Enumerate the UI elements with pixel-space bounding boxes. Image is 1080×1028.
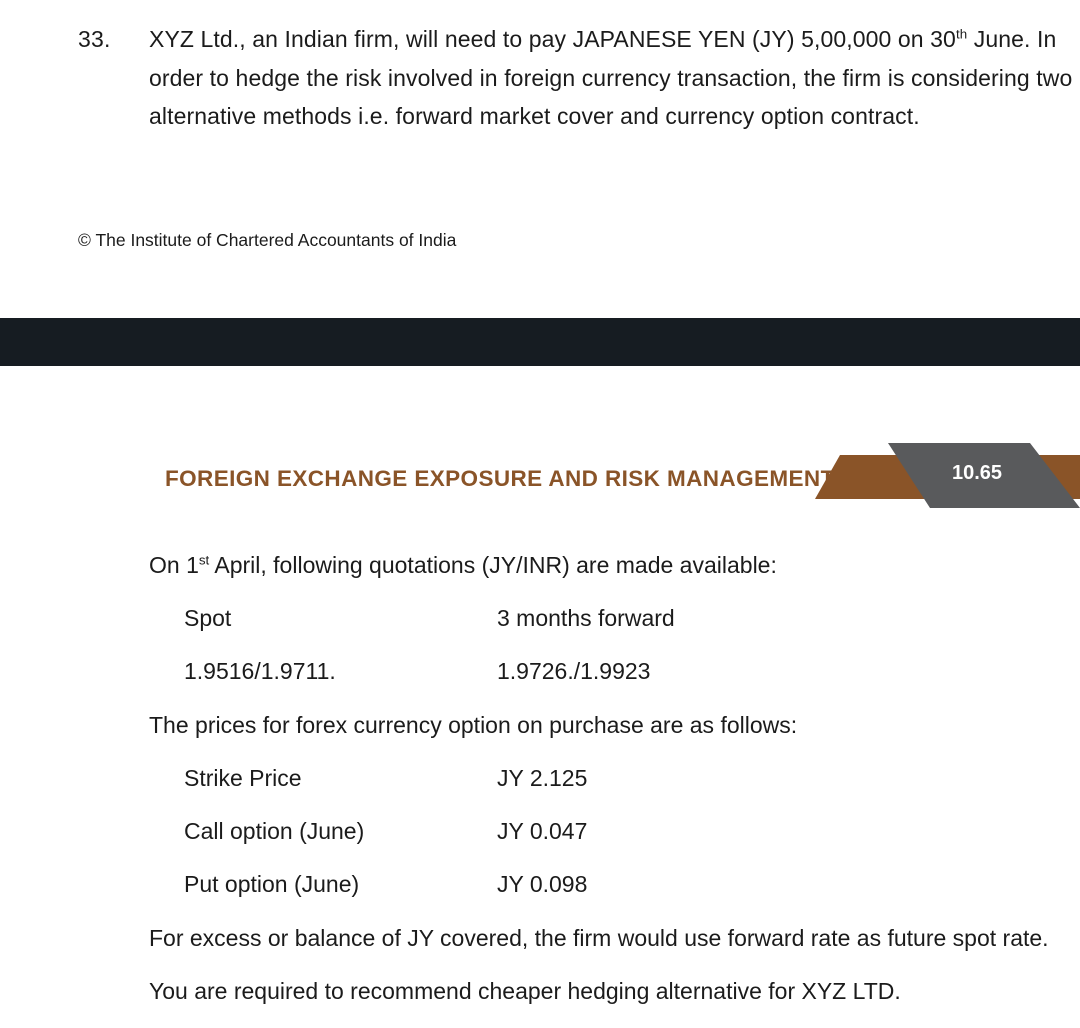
option-value: JY 0.098 — [497, 871, 588, 897]
excess-note: For excess or balance of JY covered, the firm would use forward rate as future spot rate. — [149, 925, 1049, 951]
option-label: Put option (June) — [184, 871, 360, 897]
options-intro: The prices for forex currency option on purchase are as follows: — [149, 712, 798, 738]
question-text-line-1-end: June. In — [967, 26, 1057, 52]
quotations-date-suffix: st — [198, 552, 210, 568]
question-text-line-2: order to hedge the risk involved in foreign currency transaction, the firm is considering two — [149, 65, 1073, 91]
quotations-intro — [149, 552, 777, 579]
requirement-text: You are required to recommend cheaper hedging alternative for XYZ LTD. — [149, 978, 901, 1004]
option-value: JY 2.125 — [497, 765, 588, 791]
chapter-title: FOREIGN EXCHANGE EXPOSURE AND RISK MANAGEMENT — [165, 466, 835, 491]
question-number: 33. — [78, 26, 111, 52]
option-label: Strike Price — [184, 765, 302, 791]
spot-rate: 1.9516/1.9711. — [184, 658, 336, 684]
option-label: Call option (June) — [184, 818, 365, 844]
question-text-line-3: alternative methods i.e. forward market cover and currency option contract. — [149, 103, 920, 129]
question-text-line-1-start: XYZ Ltd., an Indian firm, will need to pay JAPANESE YEN (JY) 5,00,000 on 30 — [149, 26, 956, 52]
forward-rate: 1.9726./1.9923 — [497, 658, 651, 684]
page-number: 10.65 — [952, 462, 1003, 484]
forward-heading: 3 months forward — [497, 605, 675, 631]
question-date-suffix: th — [955, 26, 968, 42]
option-value: JY 0.047 — [497, 818, 588, 844]
quotations-intro-end: April, following quotations (JY/INR) are made available: — [209, 552, 777, 578]
copyright-notice: © The Institute of Chartered Accountants of India — [78, 230, 457, 250]
quotations-intro-start: On 1 — [149, 552, 199, 578]
spot-heading: Spot — [184, 605, 232, 631]
